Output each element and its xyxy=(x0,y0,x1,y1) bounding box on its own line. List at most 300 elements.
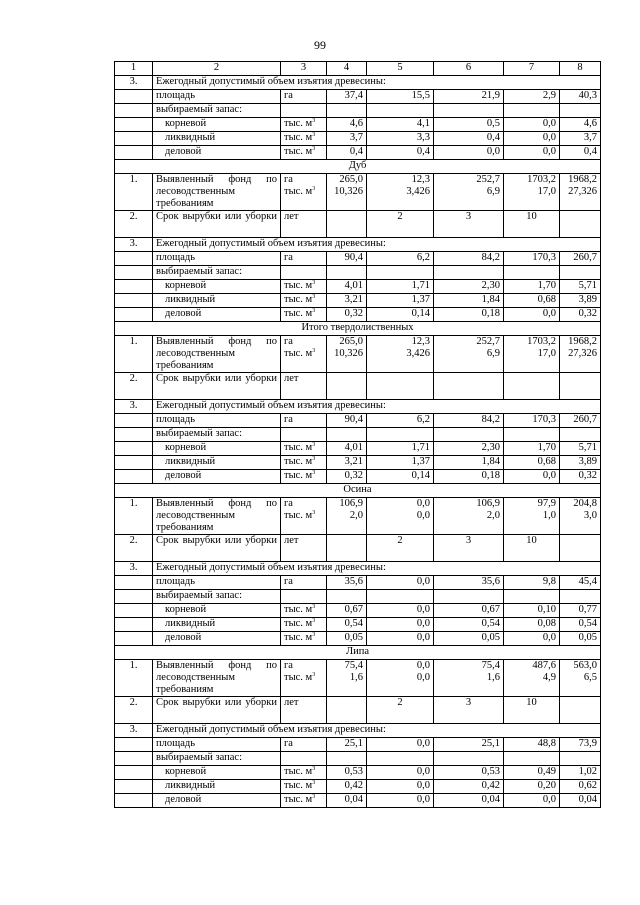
row-label: площадь xyxy=(153,414,281,428)
empty-cell xyxy=(367,266,434,280)
value-cell: 6,2 xyxy=(367,252,434,266)
value-cell: 1,37 xyxy=(367,456,434,470)
value-cell: 35,6 xyxy=(327,576,367,590)
value-cell: 0,05 xyxy=(560,632,601,646)
value-cell: 0,10 xyxy=(504,604,560,618)
row-label: Срок вырубки или уборки xyxy=(153,697,281,724)
value-cell xyxy=(327,174,367,211)
value-cell: 0,4 xyxy=(434,132,504,146)
value-cell: 260,7 xyxy=(560,414,601,428)
row-number: 1. xyxy=(115,174,153,211)
value-cell: 0,68 xyxy=(504,456,560,470)
value-cell xyxy=(327,697,367,724)
row-number-empty xyxy=(115,280,153,294)
data-row xyxy=(115,442,601,456)
value-cell: 0,0 xyxy=(504,470,560,484)
row-number-empty xyxy=(115,456,153,470)
row-label: ликвидный xyxy=(153,456,281,470)
unit-cell: тыс. $м^3$ xyxy=(281,308,327,322)
header-cell: 7 xyxy=(504,62,560,76)
value-cell: 3,3 xyxy=(367,132,434,146)
row-number: 3. xyxy=(115,400,153,414)
row-number: 2. xyxy=(115,535,153,562)
data-row xyxy=(115,414,601,428)
row-label: деловой xyxy=(153,470,281,484)
row-label: Выявленный фонд по лесоводственным требованиям xyxy=(153,660,281,697)
value-cell: 0,77 xyxy=(560,604,601,618)
row-label: выбираемый запас: xyxy=(153,590,281,604)
value-line: 252,7 xyxy=(476,174,500,185)
empty-cell xyxy=(367,104,434,118)
row-label: Срок вырубки или уборки xyxy=(153,373,281,400)
row-label: площадь xyxy=(153,252,281,266)
unit-cell: тыс. $м^3$ xyxy=(281,618,327,632)
value-cell: 37,4 xyxy=(327,90,367,104)
value-cell: 0,53 xyxy=(434,766,504,780)
value-cell: 1,71 xyxy=(367,280,434,294)
row-label: выбираемый запас: xyxy=(153,104,281,118)
section-row xyxy=(115,484,601,498)
value-line: 75,4 xyxy=(344,660,363,671)
value-cell: 0,54 xyxy=(434,618,504,632)
row-number-empty xyxy=(115,738,153,752)
value-cell: 0,0 xyxy=(367,780,434,794)
row-number-empty xyxy=(115,632,153,646)
value-cell xyxy=(504,336,560,373)
value-cell: 0,32 xyxy=(327,308,367,322)
value-cell: 10 xyxy=(504,697,560,724)
empty-cell xyxy=(327,752,367,766)
value-cell: 0,04 xyxy=(434,794,504,808)
value-cell: 0,04 xyxy=(327,794,367,808)
row-number-empty xyxy=(115,576,153,590)
value-line: 6,9 xyxy=(486,186,500,197)
value-cell xyxy=(560,211,601,238)
value-cell xyxy=(560,535,601,562)
row-number: 3. xyxy=(115,238,153,252)
stock-label-row xyxy=(115,266,601,280)
value-cell: 0,54 xyxy=(560,618,601,632)
empty-cell xyxy=(434,752,504,766)
value-cell: 0,0 xyxy=(367,794,434,808)
row-label: площадь xyxy=(153,738,281,752)
value-line: 1,6 xyxy=(486,672,500,683)
unit-cell: тыс. $м^3$ xyxy=(281,280,327,294)
unit-cell xyxy=(281,498,327,535)
forest-harvest-table xyxy=(114,61,601,808)
unit-cell: тыс. $м^3$ xyxy=(281,470,327,484)
row-number-empty xyxy=(115,780,153,794)
value-cell: 2 xyxy=(367,211,434,238)
row-label: площадь xyxy=(153,90,281,104)
row-number-empty xyxy=(115,308,153,322)
row-label: Выявленный фонд по лесоводственным требованиям xyxy=(153,498,281,535)
data-row xyxy=(115,604,601,618)
empty-cell xyxy=(560,752,601,766)
unit-cell: тыс. $м^3$ xyxy=(281,132,327,146)
value-cell: 260,7 xyxy=(560,252,601,266)
unit-cell: лет xyxy=(281,535,327,562)
data-row xyxy=(115,118,601,132)
value-cell: 0,32 xyxy=(560,470,601,484)
value-cell: 0,32 xyxy=(560,308,601,322)
unit-cell: лет xyxy=(281,211,327,238)
unit-cell xyxy=(281,174,327,211)
identified-fund-row xyxy=(115,174,601,211)
value-line: 563,0 xyxy=(573,660,597,671)
value-cell: 5,71 xyxy=(560,442,601,456)
empty-cell xyxy=(281,266,327,280)
unit-cell: тыс. $м^3$ xyxy=(281,766,327,780)
value-cell: 0,62 xyxy=(560,780,601,794)
value-cell: 15,5 xyxy=(367,90,434,104)
value-line: 204,8 xyxy=(573,498,597,509)
row-label: деловой xyxy=(153,308,281,322)
row-label: корневой xyxy=(153,118,281,132)
annual-volume-heading-row xyxy=(115,562,601,576)
row-number-empty xyxy=(115,104,153,118)
cutting-term-row xyxy=(115,211,601,238)
unit-cell: га xyxy=(281,576,327,590)
value-cell: 21,9 xyxy=(434,90,504,104)
data-row xyxy=(115,632,601,646)
row-number-empty xyxy=(115,794,153,808)
value-line: 6,9 xyxy=(486,348,500,359)
row-number-empty xyxy=(115,294,153,308)
value-line: 10,326 xyxy=(334,348,363,359)
value-cell xyxy=(560,174,601,211)
empty-cell xyxy=(504,266,560,280)
section-title: Дуб xyxy=(115,160,601,174)
value-cell: 0,0 xyxy=(504,146,560,160)
row-label: корневой xyxy=(153,442,281,456)
empty-cell xyxy=(434,590,504,604)
unit-cell: лет xyxy=(281,697,327,724)
data-row xyxy=(115,780,601,794)
value-cell xyxy=(367,336,434,373)
unit-cell: га xyxy=(281,414,327,428)
value-cell xyxy=(327,535,367,562)
unit-cell: тыс. $м^3$ xyxy=(281,118,327,132)
value-cell: 0,08 xyxy=(504,618,560,632)
value-cell: 4,6 xyxy=(327,118,367,132)
value-line: 106,9 xyxy=(476,498,500,509)
value-cell xyxy=(560,697,601,724)
value-cell: 0,20 xyxy=(504,780,560,794)
value-line: 1968,2 xyxy=(568,336,597,347)
data-row xyxy=(115,576,601,590)
header-cell: 3 xyxy=(281,62,327,76)
header-cell: 8 xyxy=(560,62,601,76)
cutting-term-row xyxy=(115,373,601,400)
row-title: Ежегодный допустимый объем изъятия древесины: xyxy=(153,724,601,738)
empty-cell xyxy=(504,752,560,766)
stock-label-row xyxy=(115,104,601,118)
value-cell: 3 xyxy=(434,211,504,238)
value-line: 0,0 xyxy=(416,660,430,671)
value-cell xyxy=(504,373,560,400)
row-label: корневой xyxy=(153,280,281,294)
row-number: 1. xyxy=(115,336,153,373)
value-cell xyxy=(327,373,367,400)
row-label: выбираемый запас: xyxy=(153,266,281,280)
data-row xyxy=(115,90,601,104)
unit-cell: тыс. $м^3$ xyxy=(281,442,327,456)
value-cell: 40,3 xyxy=(560,90,601,104)
value-line: 10,326 xyxy=(334,186,363,197)
row-number-empty xyxy=(115,752,153,766)
value-cell: 3 xyxy=(434,697,504,724)
value-line: 106,9 xyxy=(339,498,363,509)
data-row xyxy=(115,146,601,160)
value-cell: 4,01 xyxy=(327,442,367,456)
value-cell xyxy=(434,498,504,535)
empty-cell xyxy=(560,266,601,280)
row-number: 1. xyxy=(115,498,153,535)
data-row xyxy=(115,456,601,470)
unit-line: га xyxy=(284,174,293,185)
empty-cell xyxy=(281,428,327,442)
value-cell: 0,0 xyxy=(504,794,560,808)
empty-cell xyxy=(281,752,327,766)
value-cell: 1,70 xyxy=(504,280,560,294)
row-title: Ежегодный допустимый объем изъятия древесины: xyxy=(153,400,601,414)
value-cell: 9,8 xyxy=(504,576,560,590)
row-label: выбираемый запас: xyxy=(153,428,281,442)
annual-volume-heading-row xyxy=(115,238,601,252)
value-cell: 48,8 xyxy=(504,738,560,752)
value-cell: 0,0 xyxy=(367,618,434,632)
row-label: ликвидный xyxy=(153,780,281,794)
value-cell xyxy=(327,336,367,373)
data-row xyxy=(115,794,601,808)
data-row xyxy=(115,470,601,484)
row-number: 2. xyxy=(115,211,153,238)
row-number-empty xyxy=(115,604,153,618)
value-line: 3,426 xyxy=(406,348,430,359)
unit-line: тыс. $м^3$ xyxy=(284,672,316,683)
value-line: 1968,2 xyxy=(568,174,597,185)
empty-cell xyxy=(560,428,601,442)
value-cell: 35,6 xyxy=(434,576,504,590)
header-cell: 2 xyxy=(153,62,281,76)
value-cell: 0,0 xyxy=(367,632,434,646)
row-number-empty xyxy=(115,442,153,456)
value-cell xyxy=(434,336,504,373)
row-number-empty xyxy=(115,428,153,442)
value-cell: 0,0 xyxy=(367,576,434,590)
unit-line: тыс. $м^3$ xyxy=(284,348,316,359)
data-row xyxy=(115,766,601,780)
value-cell: 0,4 xyxy=(560,146,601,160)
unit-cell xyxy=(281,336,327,373)
value-cell: 0,4 xyxy=(367,146,434,160)
value-cell: 0,4 xyxy=(327,146,367,160)
value-cell: 3,7 xyxy=(560,132,601,146)
annual-volume-heading-row xyxy=(115,724,601,738)
unit-line: тыс. $м^3$ xyxy=(284,510,316,521)
unit-cell: тыс. $м^3$ xyxy=(281,632,327,646)
cutting-term-row xyxy=(115,535,601,562)
value-cell: 1,02 xyxy=(560,766,601,780)
row-number-empty xyxy=(115,146,153,160)
unit-cell: лет xyxy=(281,373,327,400)
row-number-empty xyxy=(115,766,153,780)
value-cell xyxy=(504,660,560,697)
value-cell xyxy=(327,498,367,535)
value-cell: 4,6 xyxy=(560,118,601,132)
value-line: 265,0 xyxy=(339,174,363,185)
row-number-empty xyxy=(115,590,153,604)
value-cell: 6,2 xyxy=(367,414,434,428)
unit-cell: га xyxy=(281,738,327,752)
row-number: 3. xyxy=(115,562,153,576)
row-title: Ежегодный допустимый объем изъятия древесины: xyxy=(153,76,601,90)
value-line: 1703,2 xyxy=(527,174,556,185)
row-number-empty xyxy=(115,118,153,132)
unit-cell: тыс. $м^3$ xyxy=(281,780,327,794)
row-title: Ежегодный допустимый объем изъятия древесины: xyxy=(153,562,601,576)
value-line: 27,326 xyxy=(568,348,597,359)
value-cell: 84,2 xyxy=(434,252,504,266)
value-cell: 2,9 xyxy=(504,90,560,104)
value-cell xyxy=(434,373,504,400)
row-label: ликвидный xyxy=(153,618,281,632)
identified-fund-row xyxy=(115,336,601,373)
row-label: Выявленный фонд по лесоводственным требованиям xyxy=(153,174,281,211)
row-number: 1. xyxy=(115,660,153,697)
section-row xyxy=(115,646,601,660)
row-title: Ежегодный допустимый объем изъятия древесины: xyxy=(153,238,601,252)
empty-cell xyxy=(434,428,504,442)
value-cell: 2,30 xyxy=(434,442,504,456)
unit-line: тыс. $м^3$ xyxy=(284,186,316,197)
row-label: деловой xyxy=(153,794,281,808)
row-number: 2. xyxy=(115,697,153,724)
row-number-empty xyxy=(115,414,153,428)
value-cell: 5,71 xyxy=(560,280,601,294)
stock-label-row xyxy=(115,752,601,766)
header-cell: 4 xyxy=(327,62,367,76)
value-cell: 4,01 xyxy=(327,280,367,294)
value-cell: 10 xyxy=(504,211,560,238)
data-row xyxy=(115,294,601,308)
value-cell: 0,18 xyxy=(434,470,504,484)
value-line: 27,326 xyxy=(568,186,597,197)
value-cell: 1,84 xyxy=(434,456,504,470)
value-line: 487,6 xyxy=(532,660,556,671)
data-row xyxy=(115,132,601,146)
empty-cell xyxy=(327,104,367,118)
value-line: 0,0 xyxy=(416,510,430,521)
unit-cell: тыс. $м^3$ xyxy=(281,294,327,308)
row-number-empty xyxy=(115,90,153,104)
value-cell: 0,18 xyxy=(434,308,504,322)
row-label: Срок вырубки или уборки xyxy=(153,535,281,562)
unit-line: га xyxy=(284,336,293,347)
value-cell: 170,3 xyxy=(504,252,560,266)
row-label: ликвидный xyxy=(153,132,281,146)
value-cell: 3,21 xyxy=(327,294,367,308)
value-cell xyxy=(327,660,367,697)
value-line: 1,0 xyxy=(542,510,556,521)
unit-cell xyxy=(281,660,327,697)
value-cell xyxy=(560,373,601,400)
data-row xyxy=(115,618,601,632)
row-label: деловой xyxy=(153,632,281,646)
value-line: 3,0 xyxy=(583,510,597,521)
empty-cell xyxy=(504,590,560,604)
value-cell xyxy=(367,498,434,535)
value-cell: 3,7 xyxy=(327,132,367,146)
unit-cell: га xyxy=(281,252,327,266)
value-cell: 0,05 xyxy=(327,632,367,646)
value-line: 6,5 xyxy=(583,672,597,683)
value-cell xyxy=(327,211,367,238)
row-number-empty xyxy=(115,132,153,146)
data-row xyxy=(115,738,601,752)
section-row xyxy=(115,160,601,174)
value-cell xyxy=(434,174,504,211)
value-cell xyxy=(560,336,601,373)
row-label: Выявленный фонд по лесоводственным требованиям xyxy=(153,336,281,373)
value-cell: 0,42 xyxy=(434,780,504,794)
annual-volume-heading-row xyxy=(115,400,601,414)
value-line: 17,0 xyxy=(537,348,556,359)
row-label: корневой xyxy=(153,604,281,618)
value-line: 0,0 xyxy=(416,498,430,509)
value-cell: 0,49 xyxy=(504,766,560,780)
row-number: 2. xyxy=(115,373,153,400)
value-cell: 0,0 xyxy=(367,766,434,780)
value-cell: 73,9 xyxy=(560,738,601,752)
row-number-empty xyxy=(115,252,153,266)
value-cell: 90,4 xyxy=(327,252,367,266)
value-cell: 1,37 xyxy=(367,294,434,308)
empty-cell xyxy=(367,752,434,766)
empty-cell xyxy=(560,104,601,118)
row-label: ликвидный xyxy=(153,294,281,308)
unit-cell: тыс. $м^3$ xyxy=(281,146,327,160)
header-cell: 1 xyxy=(115,62,153,76)
value-cell: 0,42 xyxy=(327,780,367,794)
unit-cell: га xyxy=(281,90,327,104)
row-label: корневой xyxy=(153,766,281,780)
value-cell: 10 xyxy=(504,535,560,562)
unit-line: га xyxy=(284,498,293,509)
unit-cell: тыс. $м^3$ xyxy=(281,604,327,618)
value-cell: 25,1 xyxy=(434,738,504,752)
value-cell: 2 xyxy=(367,697,434,724)
section-title: Липа xyxy=(115,646,601,660)
empty-cell xyxy=(504,104,560,118)
cutting-term-row xyxy=(115,697,601,724)
value-line: 75,4 xyxy=(481,660,500,671)
header-row xyxy=(115,62,601,76)
value-cell xyxy=(504,498,560,535)
row-label: Срок вырубки или уборки xyxy=(153,211,281,238)
value-cell: 0,0 xyxy=(367,738,434,752)
value-cell: 4,1 xyxy=(367,118,434,132)
value-cell: 0,0 xyxy=(434,146,504,160)
row-number-empty xyxy=(115,618,153,632)
value-line: 4,9 xyxy=(542,672,556,683)
value-cell: 3,89 xyxy=(560,456,601,470)
empty-cell xyxy=(281,104,327,118)
value-line: 2,0 xyxy=(349,510,363,521)
empty-cell xyxy=(434,266,504,280)
value-cell: 25,1 xyxy=(327,738,367,752)
